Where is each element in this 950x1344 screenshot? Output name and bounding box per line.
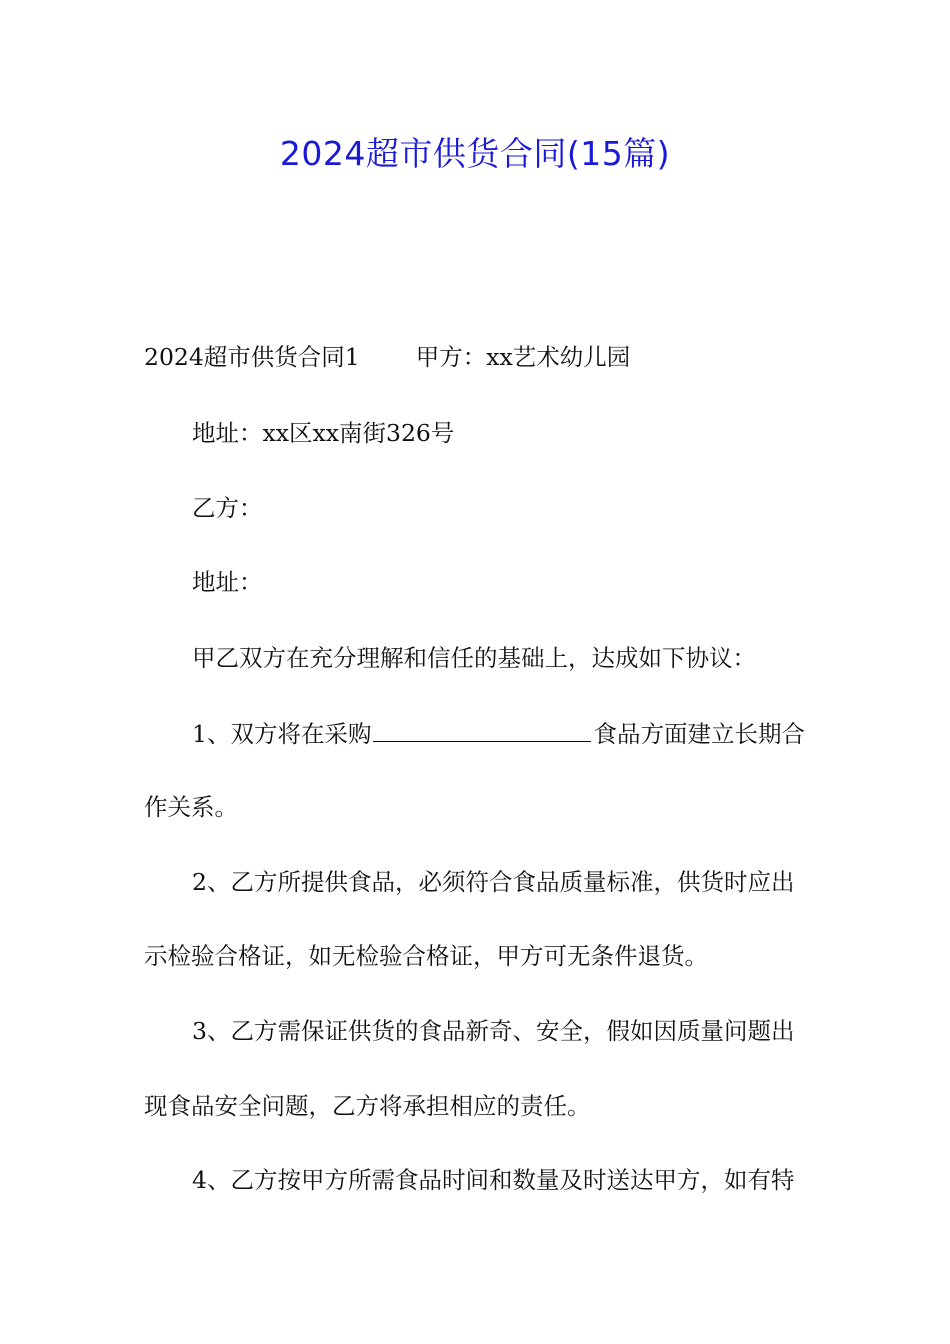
clause-3-line-1: 3、乙方需保证供货的食品新奇、安全，假如因质量问题出 [192, 1017, 795, 1045]
address-a: 地址：xx区xx南街326号 [192, 419, 455, 447]
heading-line [144, 343, 631, 371]
clause-1-line-1 [192, 721, 805, 747]
contract-heading: 2024超市供货合同1 [144, 343, 360, 371]
clause-4-line-1: 4、乙方按甲方所需食品时间和数量及时送达甲方，如有特 [192, 1166, 795, 1194]
party-a: 甲方：xx艺术幼儿园 [415, 343, 631, 371]
address-b: 地址： [192, 568, 263, 596]
clause-1-line-2: 作关系。 [144, 793, 238, 821]
clause-3-line-2: 现食品安全问题，乙方将承担相应的责任。 [144, 1092, 591, 1120]
intro-paragraph: 甲乙双方在充分理解和信任的基础上，达成如下协议： [192, 644, 756, 672]
clause-1-end: 食品方面建立长期合 [593, 720, 805, 748]
clause-2-line-2: 示检验合格证，如无检验合格证，甲方可无条件退货。 [144, 942, 708, 970]
clause-2-line-1: 2、乙方所提供食品，必须符合食品质量标准，供货时应出 [192, 868, 795, 896]
clause-1-start: 1、双方将在采购 [192, 720, 372, 748]
document-title: 2024超市供货合同(15篇) [279, 134, 671, 173]
party-b: 乙方： [192, 494, 263, 522]
fill-in-blank[interactable] [373, 721, 591, 742]
